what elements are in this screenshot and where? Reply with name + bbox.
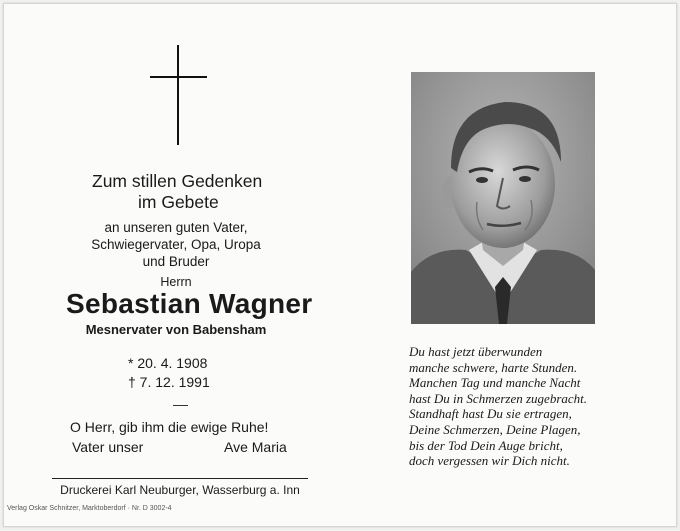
birth-date: * 20. 4. 1908 [128,355,208,371]
dedication-line-3: und Bruder [142,254,210,269]
poem-line: Du hast jetzt überwunden [409,344,543,359]
dedication-line-2: Schwiegervater, Opa, Uropa [91,237,261,252]
poem-line: manche schwere, harte Stunden. [409,359,578,375]
deceased-name: Sebastian Wagner [66,288,313,319]
prayer-ave-maria: Ave Maria [224,439,287,455]
prayer-vater-unser: Vater unser [72,439,144,455]
dedication-line-1: an unseren guten Vater, [104,220,248,235]
cross-icon [150,45,207,145]
poem-line: bis der Tod Dein Auge bricht, [409,437,563,453]
deceased-subtitle: Mesnervater von Babensham [85,322,267,337]
publisher-credit: Verlag Oskar Schnitzer, Marktoberdorf · Nr. D 3002-4 [7,505,172,512]
printer-credit: Druckerei Karl Neuburger, Wasserburg a. Inn [60,483,300,497]
prayer-text: O Herr, gib ihm die ewige Ruhe! [70,419,269,435]
poem-line: Manchen Tag und manche Nacht [409,375,581,391]
divider-dash [173,405,188,406]
portrait-photo [411,72,595,324]
heading-line-2: im Gebete [138,192,219,212]
heading-line-1: Zum stillen Gedenken [92,171,263,191]
poem-line: Standhaft hast Du sie ertragen, [409,406,572,422]
poem-line: doch vergessen wir Dich nicht. [409,453,570,469]
death-date: † 7. 12. 1991 [128,374,210,390]
printer-rule [52,478,308,479]
honorific: Herrn [160,275,192,289]
poem-line: hast Du in Schmerzen zugebracht. [409,390,588,406]
poem [409,344,659,469]
poem-line: Deine Schmerzen, Deine Plagen, [409,421,581,437]
